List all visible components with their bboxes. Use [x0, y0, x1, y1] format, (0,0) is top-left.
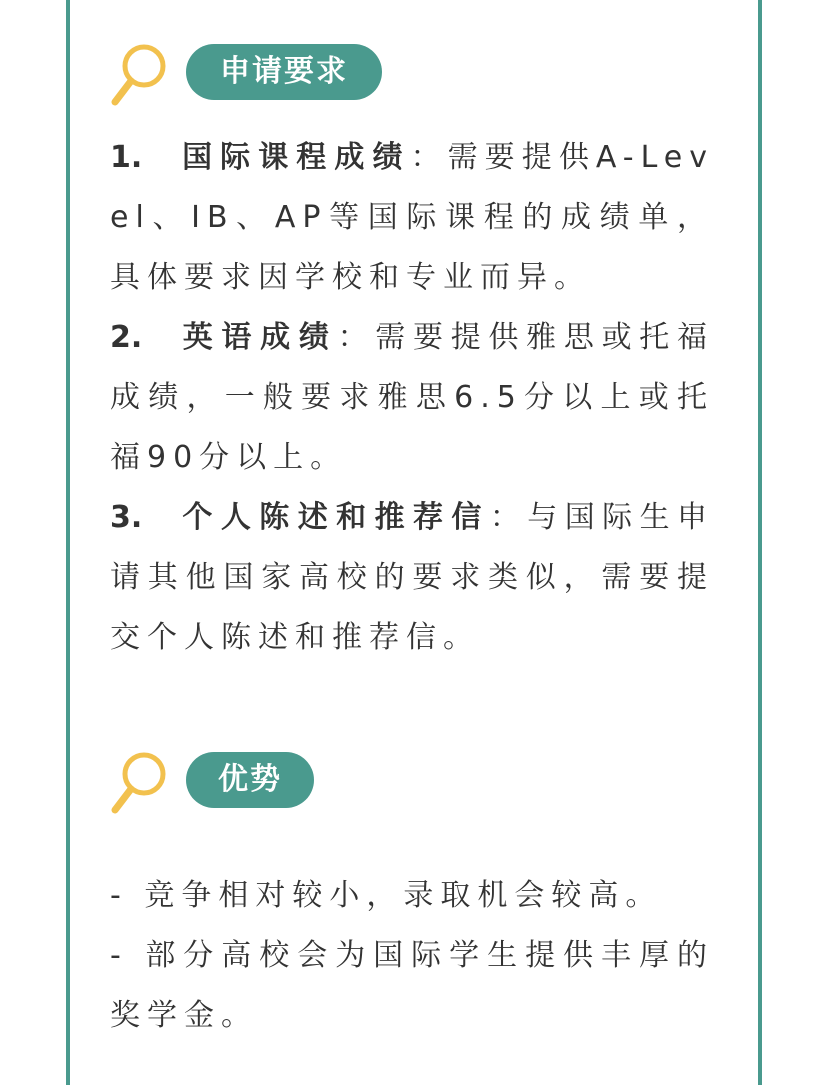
section-title-badge: 申请要求 [186, 44, 382, 100]
advantages-list [110, 866, 714, 1046]
item-term: 国际课程成绩 [182, 140, 411, 175]
list-item [110, 488, 714, 668]
magnifier-icon [110, 42, 170, 108]
section-header-requirements [110, 42, 530, 112]
magnifier-icon [110, 750, 170, 816]
item-number: 1. [110, 140, 143, 175]
item-text: ：需要提供雅思或托福成绩，一般要求雅思6.5分以上或托福90分以上。 [110, 320, 715, 475]
item-text: ：与国际生申请其他国家高校的要求类似，需要提交个人陈述和推荐信。 [110, 500, 715, 655]
list-item [110, 308, 714, 488]
item-term: 英语成绩 [182, 320, 338, 355]
item-term: 个人陈述和推荐信 [182, 500, 490, 535]
list-item [110, 128, 714, 308]
section-title-badge: 优势 [186, 752, 314, 808]
item-number: 3. [110, 500, 143, 535]
requirements-list [110, 128, 714, 668]
item-text: ：需要提供A-Level、IB、AP等国际课程的成绩单，具体要求因学校和专业而异。 [110, 140, 714, 295]
item-number: 2. [110, 320, 143, 355]
list-item: - 部分高校会为国际学生提供丰厚的奖学金。 [110, 938, 714, 1033]
left-frame-border [66, 0, 70, 1085]
right-frame-border [758, 0, 762, 1085]
list-item: - 竞争相对较小，录取机会较高。 [110, 878, 663, 913]
section-header-advantages [110, 750, 530, 820]
